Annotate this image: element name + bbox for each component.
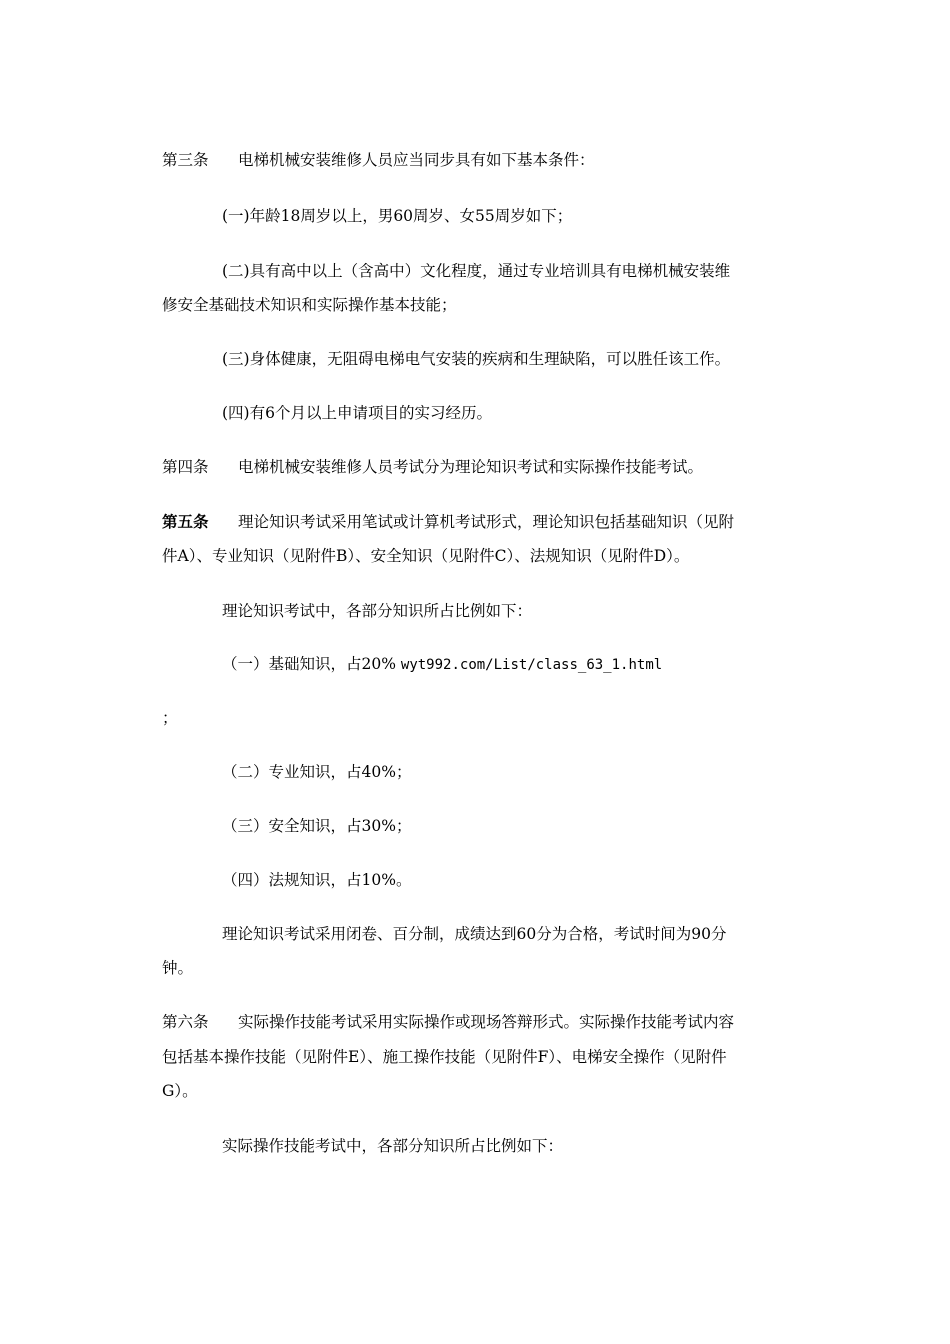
theory-item-4: （四）法规知识，占10%。 — [222, 871, 412, 889]
article-4 — [162, 449, 797, 485]
article-6 — [162, 1004, 797, 1040]
article-6-label: 第六条 — [162, 1013, 209, 1031]
article-5-line-1: 理论知识考试采用笔试或计算机考试形式，理论知识包括基础知识（见附 — [238, 513, 735, 531]
theory-item-1 — [222, 646, 857, 683]
article-4-label: 第四条 — [162, 458, 209, 476]
theory-exam-line-2: 钟。 — [162, 959, 194, 977]
article-3-item-2-continued: 修安全基础技术知识和实际操作基本技能； — [162, 296, 457, 314]
article-3-item-2: (二)具有高中以上（含高中）文化程度，通过专业培训具有电梯机械安装维 — [222, 262, 731, 280]
theory-item-2: （二）专业知识，占40%； — [222, 763, 412, 781]
theory-item-1-url: wyt992.com/List/class_63_1.html — [400, 657, 663, 673]
theory-item-3: （三）安全知识，占30%； — [222, 817, 412, 835]
article-5-line-2: 件A）、专业知识（见附件B）、安全知识（见附件C）、法规知识（见附件D）。 — [162, 547, 690, 565]
article-3-item-4: (四)有6个月以上申请项目的实习经历。 — [222, 404, 492, 422]
article-5 — [162, 504, 797, 540]
semicolon-line: ； — [162, 709, 178, 727]
article-6-line-2: 包括基本操作技能（见附件E）、施工操作技能（见附件F）、电梯安全操作（见附件 — [162, 1048, 727, 1066]
practice-intro: 实际操作技能考试中，各部分知识所占比例如下： — [222, 1137, 564, 1155]
article-3-text: 电梯机械安装维修人员应当同步具有如下基本条件： — [238, 151, 595, 169]
article-6-line-1: 实际操作技能考试采用实际操作或现场答辩形式。实际操作技能考试内容 — [238, 1013, 735, 1031]
article-3-item-1: (一)年龄18周岁以上，男60周岁、女55周岁如下； — [222, 207, 573, 225]
article-3-item-3: (三)身体健康，无阻碍电梯电气安装的疾病和生理缺陷，可以胜任该工作。 — [222, 350, 731, 368]
theory-intro: 理论知识考试中，各部分知识所占比例如下： — [222, 602, 533, 620]
article-6-line-3: G）。 — [162, 1082, 198, 1100]
theory-item-1-text: （一）基础知识，占20% — [222, 655, 396, 673]
article-3-label: 第三条 — [162, 151, 209, 169]
article-5-label: 第五条 — [162, 512, 209, 531]
article-4-text: 电梯机械安装维修人员考试分为理论知识考试和实际操作技能考试。 — [238, 458, 704, 476]
article-3 — [162, 142, 797, 178]
theory-exam-line-1: 理论知识考试采用闭卷、百分制，成绩达到60分为合格，考试时间为90分 — [222, 925, 727, 943]
